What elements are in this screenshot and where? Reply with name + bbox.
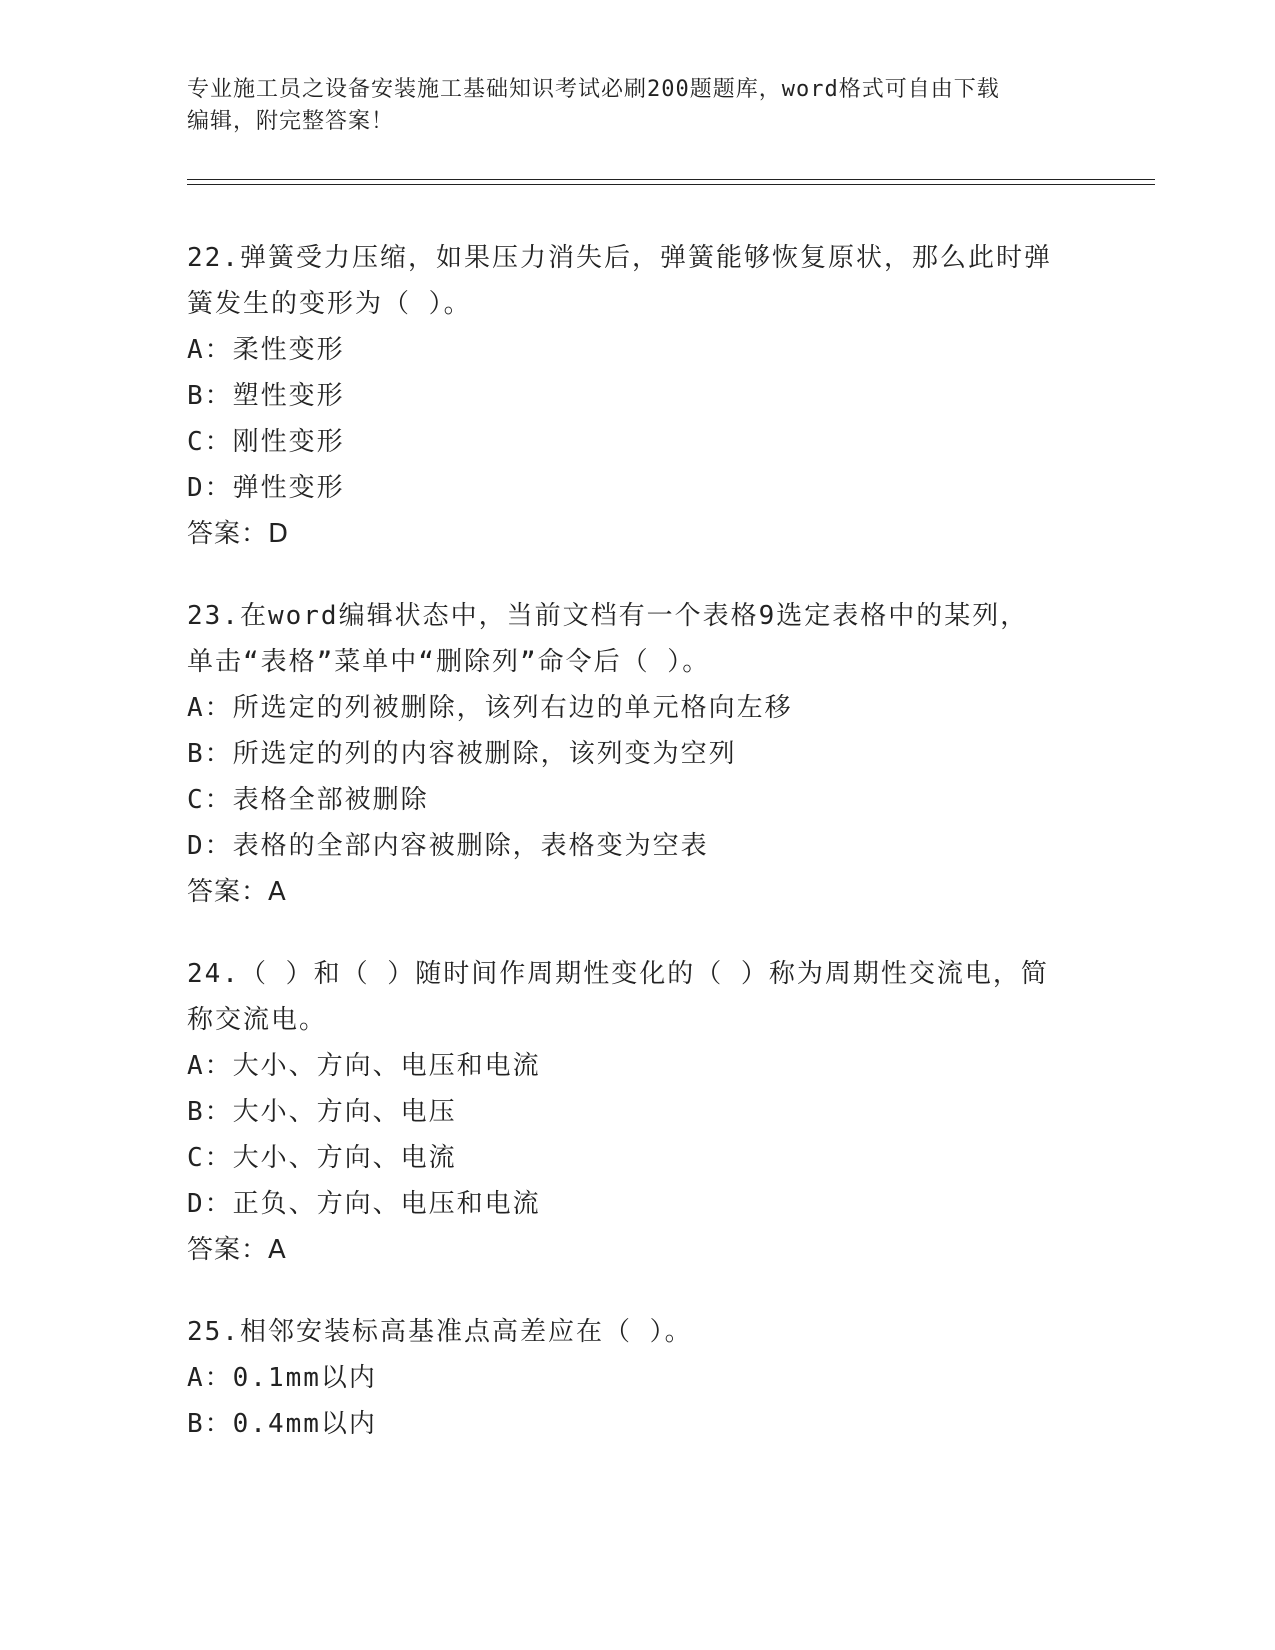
question-stem-line: 24.（ ）和（ ）随时间作周期性变化的（ ）称为周期性交流电，简 bbox=[187, 959, 1049, 989]
option-c: C：刚性变形 bbox=[187, 427, 345, 457]
option-c: C：表格全部被删除 bbox=[187, 785, 429, 815]
question-24 bbox=[187, 951, 1087, 1273]
option-d: D：表格的全部内容被删除，表格变为空表 bbox=[187, 831, 709, 861]
header-title-line-1: 专业施工员之设备安装施工基础知识考试必刷200题题库，word格式可自由下载 bbox=[187, 77, 1000, 102]
header-divider-top bbox=[187, 179, 1155, 180]
option-b: B：塑性变形 bbox=[187, 381, 345, 411]
option-a: A：所选定的列被删除，该列右边的单元格向左移 bbox=[187, 693, 793, 723]
question-stem-line: 称交流电。 bbox=[187, 1005, 328, 1035]
option-a: A：大小、方向、电压和电流 bbox=[187, 1051, 541, 1081]
answer-line: 答案：D bbox=[187, 519, 290, 549]
option-c: C：大小、方向、电流 bbox=[187, 1143, 457, 1173]
question-stem-line: 单击“表格”菜单中“删除列”命令后（ ）。 bbox=[187, 647, 711, 677]
header-title-line-2: 编辑，附完整答案！ bbox=[187, 109, 395, 134]
option-b: B：0.4mm以内 bbox=[187, 1409, 377, 1439]
question-23 bbox=[187, 593, 1087, 915]
question-stem-line: 簧发生的变形为（ ）。 bbox=[187, 289, 472, 319]
option-a: A：0.1mm以内 bbox=[187, 1363, 377, 1393]
option-d: D：正负、方向、电压和电流 bbox=[187, 1189, 541, 1219]
option-b: B：大小、方向、电压 bbox=[187, 1097, 457, 1127]
question-stem-line: 23.在word编辑状态中，当前文档有一个表格9选定表格中的某列， bbox=[187, 601, 1029, 631]
option-b: B：所选定的列的内容被删除，该列变为空列 bbox=[187, 739, 737, 769]
question-stem-line: 25.相邻安装标高基准点高差应在（ ）。 bbox=[187, 1317, 693, 1347]
header-divider-bottom bbox=[187, 184, 1155, 185]
answer-line: 答案：A bbox=[187, 1235, 287, 1265]
question-stem-line: 22.弹簧受力压缩，如果压力消失后，弹簧能够恢复原状，那么此时弹 bbox=[187, 243, 1052, 273]
option-d: D：弹性变形 bbox=[187, 473, 345, 503]
question-25 bbox=[187, 1309, 1087, 1447]
document-header bbox=[187, 74, 1067, 138]
answer-line: 答案：A bbox=[187, 877, 287, 907]
question-list bbox=[187, 235, 1087, 1483]
option-a: A：柔性变形 bbox=[187, 335, 345, 365]
question-22 bbox=[187, 235, 1087, 557]
